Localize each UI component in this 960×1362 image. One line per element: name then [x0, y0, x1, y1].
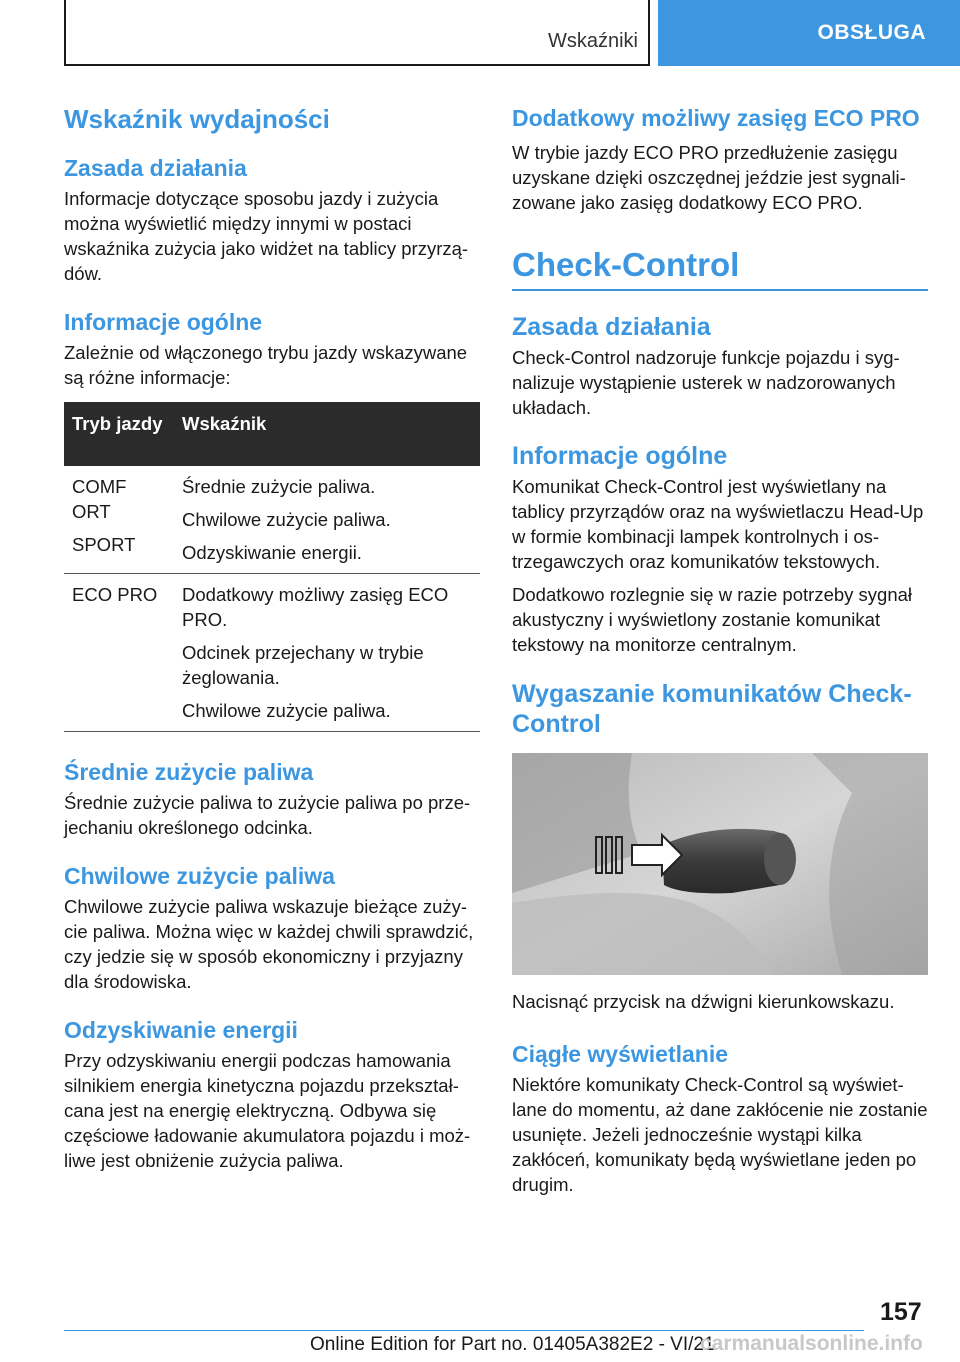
header-left-rule	[64, 0, 66, 66]
table-cell-indicator	[174, 574, 480, 732]
turn-signal-lever-photo	[512, 753, 928, 975]
paragraph-energy-recuperation: Przy odzyskiwaniu energii podczas hamowania silnikiem energia kinetyczna pojazdu przekształcana jest na energię elektryczną. Odbywa się częściowe ładowanie akumulatora pojazdu i możliwe jest obniżenie zużycia paliwa.	[64, 1050, 471, 1171]
header-chapter-tab	[658, 0, 960, 66]
footer-rule	[64, 1330, 864, 1331]
footer-edition: Online Edition for Part no. 01405A382E2 - VI/21	[310, 1334, 715, 1355]
paragraph-average-consumption: Średnie zużycie paliwa to zużycie paliwa po przejechaniu określonego odcinka.	[64, 792, 471, 838]
indicator-item: Średnie zużycie paliwa.	[182, 476, 376, 497]
header-bottom-rule	[64, 64, 650, 66]
table-header-row	[64, 402, 480, 466]
mode-sport: SPORT	[72, 534, 136, 555]
paragraph-general-1: Komunikat Check-Control jest wyświetlany na tablicy przyrządów oraz na wyświetlaczu Head-Up w formie kombinacji lampek kontrolnych i ostrzegawczych oraz komunikatów tekstowych.	[512, 476, 924, 572]
paragraph-principle: Informacje dotyczące sposobu jazdy i zużycia można wyświetlić między innymi w postaci wskaźnika zużycia jako widżet na tablicy przyrządów.	[64, 188, 469, 284]
heading-principle: Zasada działania	[512, 313, 711, 341]
section-title-efficiency: Wskaźnik wydajności	[64, 104, 330, 134]
header-section-title: Wskaźniki	[547, 30, 638, 52]
heading-general: Informacje ogólne	[64, 309, 263, 335]
paragraph-instant-consumption: Chwilowe zużycie paliwa wskazuje bieżące zużycie paliwa. Można więc w każdej chwili sprawdzić, czy jedzie się w sposób ekonomiczny i przyjazny dla środowiska.	[64, 896, 474, 992]
right-column	[512, 100, 928, 1197]
section-title-check-control: Check-Control	[512, 245, 928, 291]
table-cell-indicator	[174, 466, 480, 574]
mode-comfort: COMFORT	[72, 476, 127, 522]
image-caption: Nacisnąć przycisk na dźwigni kierunkowskazu.	[512, 991, 895, 1012]
heading-principle: Zasada działania	[64, 155, 247, 181]
header-right-rule	[648, 0, 650, 66]
table-row	[64, 466, 480, 574]
page-number: 157	[880, 1298, 922, 1326]
paragraph-general-2: Dodatkowo rozlegnie się w razie potrzeby sygnał akustyczny i wyświetlony zostanie komunikat tekstowy na monitorze centralnym.	[512, 584, 913, 655]
paragraph-continuous-display: Niektóre komunikaty Check-Control są wyświetlane do momentu, aż dane zakłócenie nie zostanie usunięte. Jeżeli jednocześnie wystąpi kilka zakłóceń, komunikaty będą wyświetlane jeden po drugim.	[512, 1074, 928, 1195]
heading-hide-messages: Wygaszanie komunikatów Check-Control	[512, 680, 912, 738]
header-chapter-label: OBSŁUGA	[817, 21, 926, 44]
mode-eco-pro: ECO PRO	[72, 584, 158, 605]
driving-mode-table	[64, 402, 480, 732]
table-cell-mode	[64, 574, 174, 732]
lever-illustration	[512, 753, 928, 975]
indicator-item: Odzyskiwanie energii.	[182, 542, 362, 563]
heading-eco-pro-range: Dodatkowy możliwy zasięg ECO PRO	[512, 105, 920, 131]
heading-energy-recuperation: Odzyskiwanie energii	[64, 1017, 298, 1043]
paragraph-general: Zależnie od włączonego trybu jazdy wskazywane są różne informacje:	[64, 342, 468, 388]
table-cell-mode	[64, 466, 174, 574]
table-header-indicator: Wskaźnik	[174, 402, 480, 466]
heading-general: Informacje ogólne	[512, 442, 728, 470]
left-column	[64, 100, 480, 1173]
watermark-text: carmanualsonline.info	[700, 1332, 923, 1355]
indicator-item: Dodatkowy możliwy zasięg ECO PRO.	[182, 584, 449, 630]
heading-average-consumption: Średnie zużycie paliwa	[64, 759, 314, 785]
paragraph-principle: Check-Control nadzoruje funkcje pojazdu i sygnalizuje wystąpienie usterek w nadzorowanych układach.	[512, 347, 900, 418]
indicator-item: Chwilowe zużycie paliwa.	[182, 509, 391, 530]
indicator-item: Chwilowe zużycie paliwa.	[182, 700, 391, 721]
indicator-item: Odcinek przejechany w trybie żeglowania.	[182, 642, 424, 688]
heading-instant-consumption: Chwilowe zużycie paliwa	[64, 863, 335, 889]
heading-continuous-display: Ciągłe wyświetlanie	[512, 1041, 729, 1067]
paragraph-eco-pro-range: W trybie jazdy ECO PRO przedłużenie zasięgu uzyskane dzięki oszczędnej jeździe jest sygnalizowane jako zasięg dodatkowy ECO PRO.	[512, 142, 906, 213]
table-header-mode: Tryb jazdy	[64, 402, 174, 466]
table-row	[64, 574, 480, 732]
